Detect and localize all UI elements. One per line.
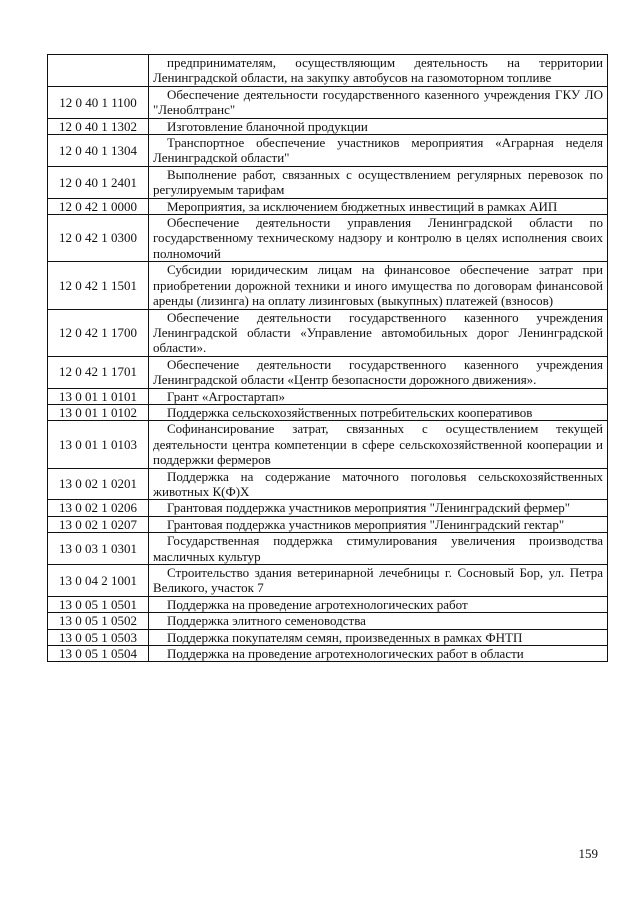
- table-row: [48, 629, 608, 645]
- budget-code-cell: 12 0 42 1 0300: [48, 215, 149, 262]
- table-row: [48, 596, 608, 612]
- table-row: [48, 533, 608, 565]
- description-cell: Изготовление бланочной продукции: [149, 118, 608, 134]
- budget-code-cell: 13 0 02 1 0206: [48, 500, 149, 516]
- page-number: 159: [578, 846, 598, 861]
- table-row: [48, 215, 608, 262]
- budget-code-cell: 13 0 01 1 0101: [48, 388, 149, 404]
- description-cell: Поддержка сельскохозяйственных потребительских кооперативов: [149, 404, 608, 420]
- description-cell: Грантовая поддержка участников мероприятия "Ленинградский гектар": [149, 516, 608, 532]
- description-cell: предпринимателям, осуществляющим деятельность на территории Ленинградской области, на закупку автобусов на газомоторном топливе: [149, 55, 608, 87]
- budget-code-cell: 13 0 05 1 0501: [48, 596, 149, 612]
- table-row: [48, 356, 608, 388]
- budget-code-cell: 13 0 04 2 1001: [48, 565, 149, 597]
- budget-code-cell: [48, 55, 149, 87]
- table-row: [48, 55, 608, 87]
- description-cell: Транспортное обеспечение участников мероприятия «Аграрная неделя Ленинградской области": [149, 135, 608, 167]
- description-cell: Поддержка покупателям семян, произведенных в рамках ФНТП: [149, 629, 608, 645]
- description-cell: Софинансирование затрат, связанных с осуществлением текущей деятельности центра компетенции в сфере сельскохозяйственной кооперации и поддержки фермеров: [149, 421, 608, 468]
- table-row: [48, 198, 608, 214]
- budget-code-cell: 12 0 40 1 2401: [48, 166, 149, 198]
- table-row: [48, 516, 608, 532]
- table-row: [48, 118, 608, 134]
- budget-code-cell: 13 0 05 1 0502: [48, 613, 149, 629]
- description-cell: Поддержка на проведение агротехнологических работ: [149, 596, 608, 612]
- description-cell: Мероприятия, за исключением бюджетных инвестиций в рамках АИП: [149, 198, 608, 214]
- description-cell: Субсидии юридическим лицам на финансовое обеспечение затрат при приобретении дорожной техники и иного имущества по договорам финансовой аренды (лизинга) на оплату лизинговых (выкупных) платежей (взносов): [149, 262, 608, 309]
- table-row: [48, 646, 608, 662]
- table-row: [48, 86, 608, 118]
- description-cell: Поддержка на содержание маточного поголовья сельскохозяйственных животных К(Ф)Х: [149, 468, 608, 500]
- table-row: [48, 135, 608, 167]
- table-row: [48, 565, 608, 597]
- budget-code-cell: 13 0 01 1 0103: [48, 421, 149, 468]
- budget-code-table: [47, 54, 608, 662]
- table-row: [48, 468, 608, 500]
- budget-code-cell: 13 0 02 1 0201: [48, 468, 149, 500]
- budget-code-cell: 12 0 40 1 1302: [48, 118, 149, 134]
- description-cell: Поддержка элитного семеноводства: [149, 613, 608, 629]
- budget-code-cell: 13 0 02 1 0207: [48, 516, 149, 532]
- table-body: [48, 55, 608, 662]
- budget-code-cell: 13 0 01 1 0102: [48, 404, 149, 420]
- budget-code-cell: 12 0 40 1 1304: [48, 135, 149, 167]
- budget-code-cell: 12 0 42 1 1501: [48, 262, 149, 309]
- description-cell: Обеспечение деятельности управления Ленинградской области по государственному техническому надзору и контролю в целях исполнения своих полномочий: [149, 215, 608, 262]
- description-cell: Обеспечение деятельности государственного казенного учреждения Ленинградской области «Управление автомобильных дорог Ленинградской области».: [149, 309, 608, 356]
- table-row: [48, 309, 608, 356]
- budget-code-cell: 13 0 03 1 0301: [48, 533, 149, 565]
- description-cell: Грантовая поддержка участников мероприятия "Ленинградский фермер": [149, 500, 608, 516]
- table-row: [48, 388, 608, 404]
- description-cell: Обеспечение деятельности государственного казенного учреждения ГКУ ЛО "Леноблтранс": [149, 86, 608, 118]
- budget-code-cell: 12 0 42 1 1701: [48, 356, 149, 388]
- budget-code-cell: 13 0 05 1 0504: [48, 646, 149, 662]
- table-row: [48, 421, 608, 468]
- description-cell: Обеспечение деятельности государственного казенного учреждения Ленинградской области «Центр безопасности дорожного движения».: [149, 356, 608, 388]
- budget-code-cell: 12 0 42 1 0000: [48, 198, 149, 214]
- description-cell: Государственная поддержка стимулирования увеличения производства масличных культур: [149, 533, 608, 565]
- table-row: [48, 262, 608, 309]
- table-row: [48, 613, 608, 629]
- table-row: [48, 500, 608, 516]
- budget-code-cell: 13 0 05 1 0503: [48, 629, 149, 645]
- budget-code-cell: 12 0 42 1 1700: [48, 309, 149, 356]
- description-cell: Грант «Агростартап»: [149, 388, 608, 404]
- description-cell: Поддержка на проведение агротехнологических работ в области: [149, 646, 608, 662]
- description-cell: Выполнение работ, связанных с осуществлением регулярных перевозок по регулируемым тарифам: [149, 166, 608, 198]
- table-row: [48, 404, 608, 420]
- table-row: [48, 166, 608, 198]
- budget-code-cell: 12 0 40 1 1100: [48, 86, 149, 118]
- description-cell: Строительство здания ветеринарной лечебницы г. Сосновый Бор, ул. Петра Великого, участок 7: [149, 565, 608, 597]
